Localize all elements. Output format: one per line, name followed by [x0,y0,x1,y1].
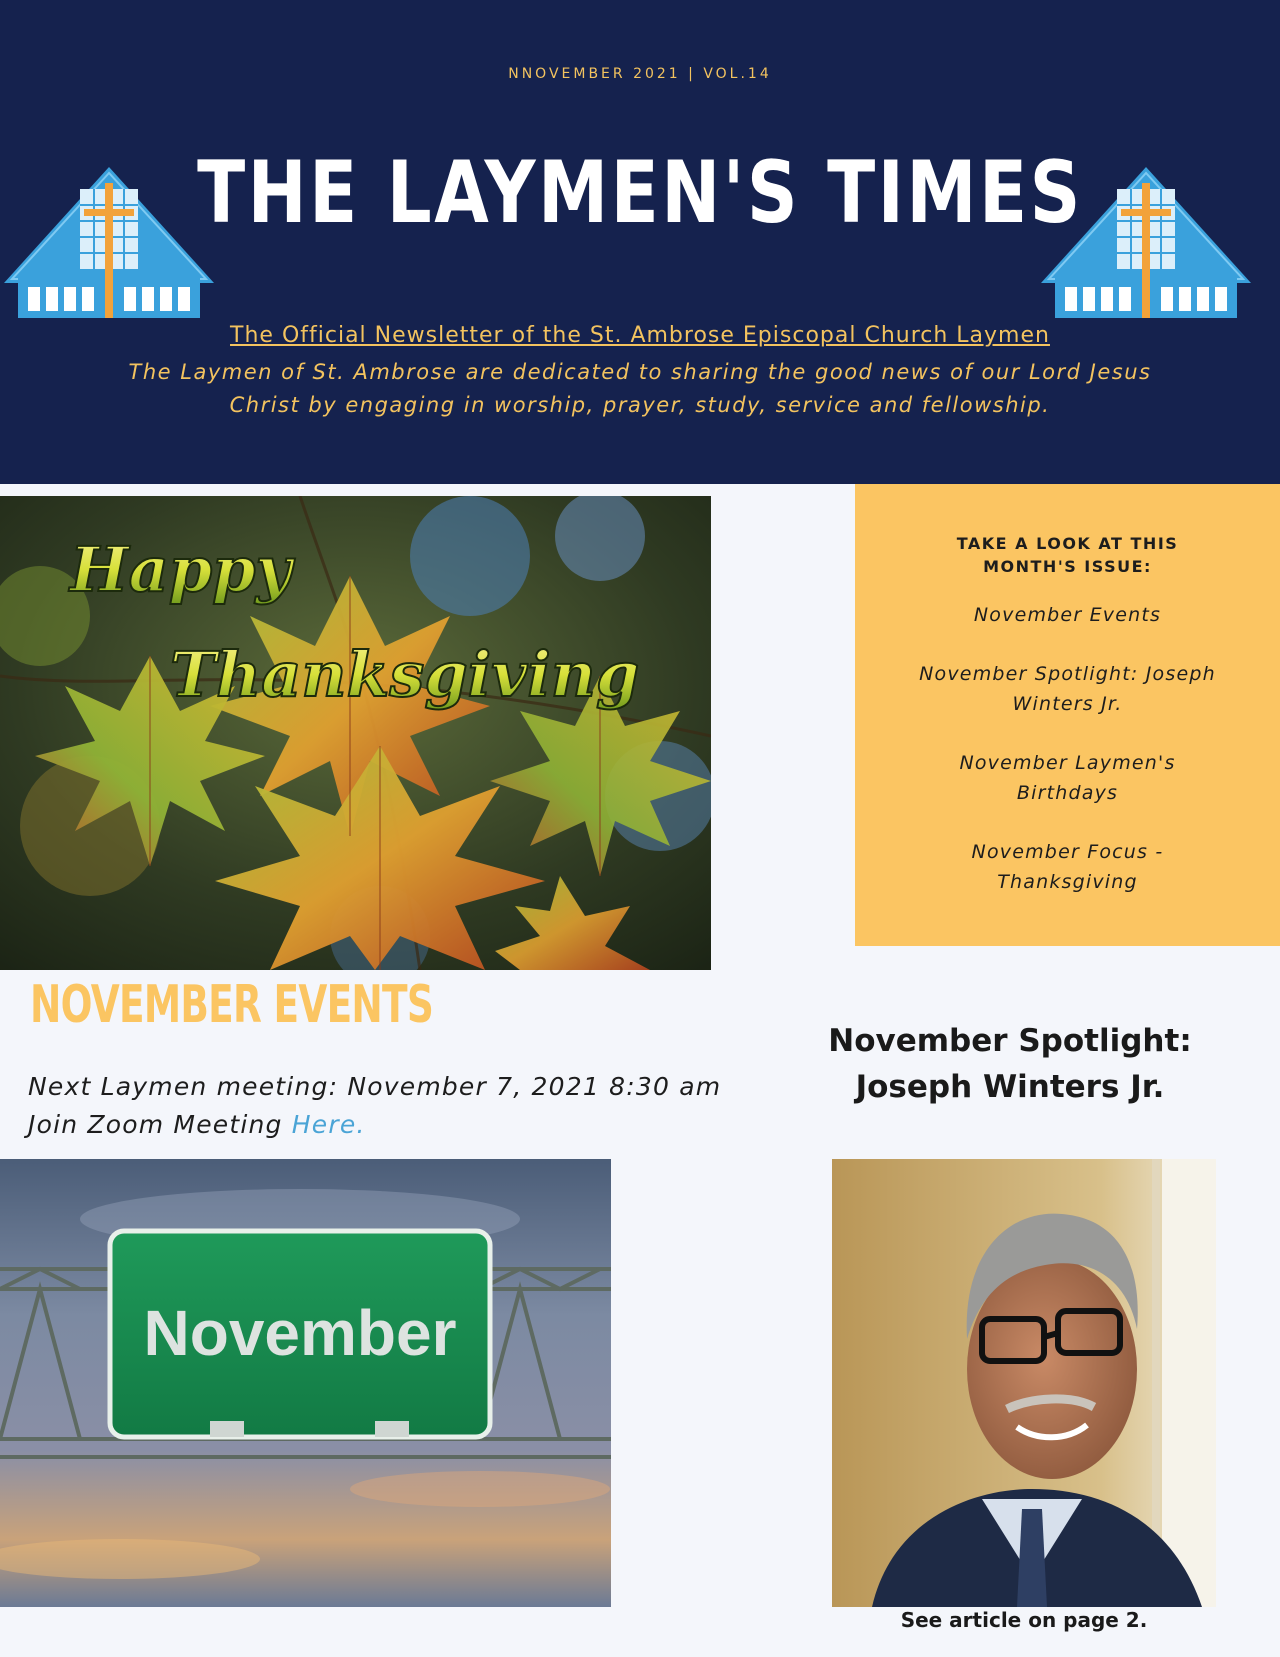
masthead-banner [0,0,1280,484]
contents-item-focus: November Focus - Thanksgiving [971,841,1164,893]
newsletter-title: THE LAYMEN'S TIMES [197,143,1083,243]
thanksgiving-photo [0,496,711,970]
contents-item-birthdays: November Laymen's Birthdays [959,752,1176,804]
zoom-line [28,1106,788,1144]
meeting-date: Next Laymen meeting: November 7, 2021 8:30 am [28,1072,722,1101]
mission-statement: The Laymen of St. Ambrose are dedicated to sharing the good news of our Lord Jesus Christ by engaging in worship, prayer, study, service and fellowship. [128,360,1152,417]
thanksgiving-text: Thanksgiving [170,638,640,711]
events-heading: NOVEMBER EVENTS [30,975,434,1035]
meeting-info [28,1068,788,1144]
zoom-link[interactable]: Here. [291,1110,366,1139]
issue-contents-box [855,484,1280,946]
contents-item-spotlight: November Spotlight: Joseph Winters Jr. [919,663,1216,715]
spotlight-caption: See article on page 2. [900,1608,1148,1632]
issue-date-volume: NNOVEMBER 2021 | VOL.14 [508,66,772,82]
spotlight-heading: November Spotlight: Joseph Winters Jr. [828,1023,1192,1105]
happy-text: Happy [70,533,292,606]
contents-title: TAKE A LOOK AT THIS MONTH'S ISSUE: [956,534,1179,576]
november-sign-photo [0,1159,611,1607]
church-logo-right [1037,165,1255,320]
sign-text: November [143,1297,457,1369]
joseph-winters-portrait [832,1159,1216,1607]
official-newsletter-line: The Official Newsletter of the St. Ambrose Episcopal Church Laymen [230,323,1050,348]
zoom-prefix: Join Zoom Meeting [28,1110,292,1139]
contents-item-events: November Events [973,604,1162,626]
